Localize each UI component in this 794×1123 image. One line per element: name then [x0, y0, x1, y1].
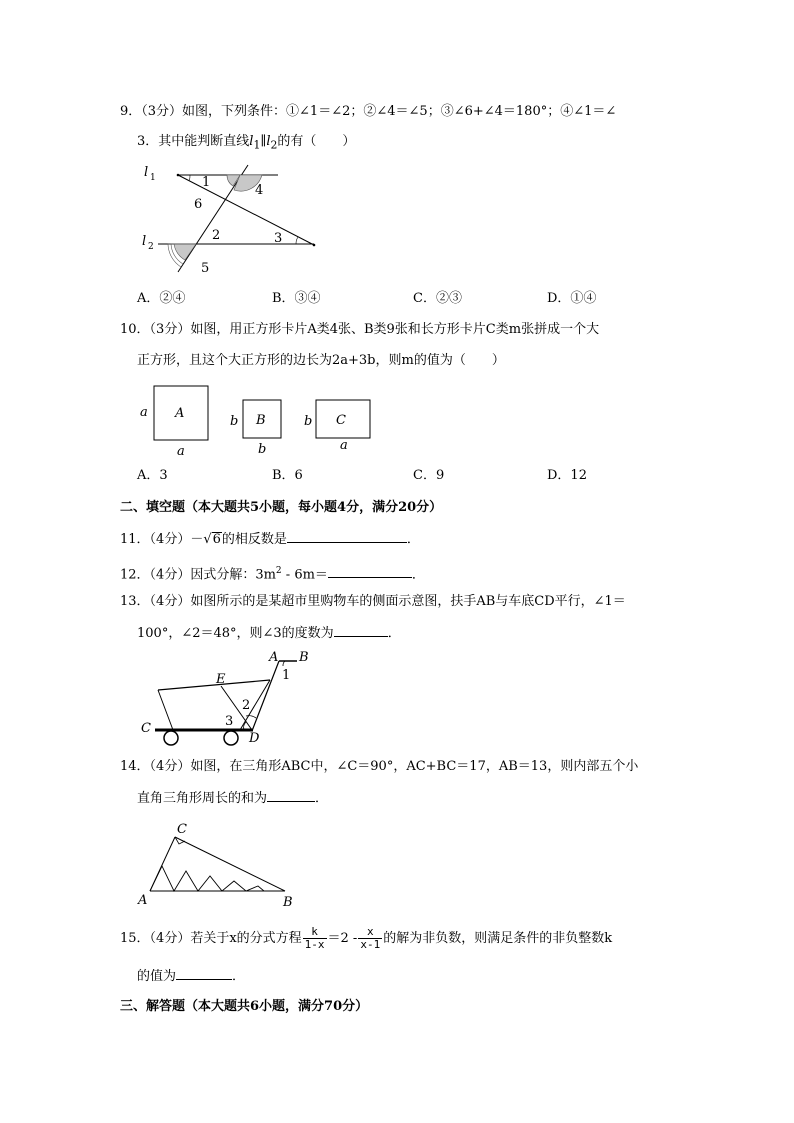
q10-line1: 10．（3分）如图，用正方形卡片A类4张、B类9张和长方形卡片C类m张拼成一个大: [120, 322, 600, 337]
q13-fig-b: B: [299, 650, 309, 665]
q9-option-c[interactable]: C．②③: [413, 291, 462, 306]
q9-l2: l: [266, 134, 271, 149]
q14-line1: 14．（4分）如图，在三角形ABC中，∠C＝90°，AC+BC＝17，AB＝13，则内部五个小: [120, 759, 639, 774]
q9-fig-angle2: 2: [212, 228, 221, 243]
q9-option-b[interactable]: B．③④: [272, 291, 321, 306]
q13-line2: [137, 624, 401, 643]
q10-figure: [135, 380, 395, 460]
q10-option-c[interactable]: C．9: [413, 468, 445, 483]
q11-answer-blank[interactable]: [287, 530, 407, 543]
q9-fig-l1: l: [144, 165, 149, 180]
q13-line2-end: ．: [387, 626, 401, 641]
q9-parallel: ∥: [260, 134, 267, 149]
q10-card-b-bottom: b: [258, 442, 267, 457]
q14-answer-blank[interactable]: [267, 789, 315, 802]
q9-fig-l2-sub: 2: [148, 242, 154, 252]
q9-l2-sub: 2: [270, 138, 278, 152]
q12-pre: 12．（4分）因式分解：3m: [120, 567, 276, 583]
q11-radicand: 6: [212, 532, 221, 547]
q12-line: [120, 562, 425, 584]
q9-line2: [137, 133, 355, 155]
q10-card-c-name: C: [336, 413, 346, 428]
q9-line1: 9．（3分）如图，下列条件：①∠1＝∠2；②∠4＝∠5；③∠6+∠4＝180°；④∠1＝∠: [120, 104, 617, 119]
q14-line2-pre: 直角三角形周长的和为: [137, 791, 268, 806]
q9-line2-post: 的有（ ）: [277, 134, 356, 149]
q13-fig-e: E: [216, 672, 226, 687]
q14-line2-end: ．: [315, 791, 329, 806]
q12-mid: - 6m＝: [281, 567, 328, 583]
q14-line2: [137, 789, 328, 808]
q15-post: 的解为非负数，则满足条件的非负整数k: [383, 931, 613, 946]
section-2-heading: 二、填空题（本大题共5小题，每小题4分，满分20分）: [120, 500, 443, 515]
q12-end: ．: [411, 567, 425, 583]
q13-fig-angle3: 3: [225, 714, 234, 729]
q10-card-a-name: A: [175, 406, 185, 421]
q9-fig-angle6: 6: [194, 197, 203, 212]
q10-card-c-side: b: [304, 414, 313, 429]
q9-line2-pre: 3．其中能判断直线: [137, 134, 250, 149]
q14-figure: [135, 820, 305, 910]
q15-answer-blank[interactable]: [176, 967, 232, 980]
q11-pre: 11．（4分）－: [120, 532, 204, 547]
q15-line2-pre: 的值为: [137, 969, 177, 984]
q15-fraction-1: [303, 926, 327, 951]
q15-pre: 15．（4分）若关于x的分式方程: [120, 931, 302, 946]
q15-mid: ＝2 -: [327, 931, 358, 946]
q10-card-b-side: b: [230, 414, 239, 429]
q10-card-b-name: B: [256, 413, 266, 428]
q9-fig-angle3: 3: [274, 231, 283, 246]
q11-line: [120, 530, 420, 549]
q11-post: 的相反数是: [221, 532, 287, 547]
q15-frac2-num: x: [358, 926, 382, 939]
q9-l1: l: [249, 134, 254, 149]
q14-fig-b: B: [283, 895, 293, 910]
q13-figure: [135, 648, 325, 748]
q12-answer-blank[interactable]: [328, 565, 412, 578]
q13-answer-blank[interactable]: [334, 624, 388, 637]
q10-card-a-side: a: [140, 405, 148, 420]
q15-line2: [137, 967, 245, 986]
q15-line2-end: ．: [232, 969, 246, 984]
q10-card-c-bottom: a: [340, 438, 348, 453]
q9-fig-l1-sub: 1: [150, 173, 156, 183]
q13-fig-a: A: [269, 650, 279, 665]
q13-fig-d: D: [249, 731, 260, 746]
q13-fig-angle1: 1: [282, 668, 291, 683]
q15-frac2-den: x-1: [360, 938, 381, 951]
q14-fig-c: C: [177, 822, 187, 837]
q10-option-d[interactable]: D．12: [547, 468, 587, 483]
q15-line1: [120, 926, 612, 952]
q10-line2: 正方形，且这个大正方形的边长为2a+3b，则m的值为（ ）: [137, 353, 505, 368]
q9-fig-angle1: 1: [202, 175, 211, 190]
q11-end: ．: [406, 532, 420, 547]
q13-line1: 13．（4分）如图所示的是某超市里购物车的侧面示意图，扶手AB与车底CD平行，∠1＝: [120, 594, 626, 609]
q9-fig-angle4: 4: [255, 183, 264, 198]
q14-fig-a: A: [138, 893, 148, 908]
q9-fig-angle5: 5: [201, 261, 210, 276]
sqrt-symbol: √: [203, 532, 212, 547]
q10-option-a[interactable]: A．3: [137, 468, 168, 483]
q9-figure: [130, 160, 340, 280]
q15-frac1-num: k: [303, 926, 327, 939]
q15-fraction-2: [358, 926, 382, 951]
q9-fig-l2: l: [142, 234, 147, 249]
q13-fig-c: C: [141, 721, 151, 736]
q12-sup: 2: [275, 566, 282, 576]
q13-line2-pre: 100°，∠2＝48°，则∠3的度数为: [137, 626, 334, 641]
section-3-heading: 三、解答题（本大题共6小题，满分70分）: [120, 999, 369, 1014]
q9-option-a[interactable]: A．②④: [137, 291, 186, 306]
q15-frac1-den: 1-x: [304, 938, 325, 951]
q9-l1-sub: 1: [253, 138, 261, 152]
q13-fig-angle2: 2: [242, 698, 251, 713]
q9-option-d[interactable]: D．①④: [547, 291, 597, 306]
q10-card-a-bottom: a: [177, 444, 185, 459]
q10-option-b[interactable]: B．6: [272, 468, 303, 483]
